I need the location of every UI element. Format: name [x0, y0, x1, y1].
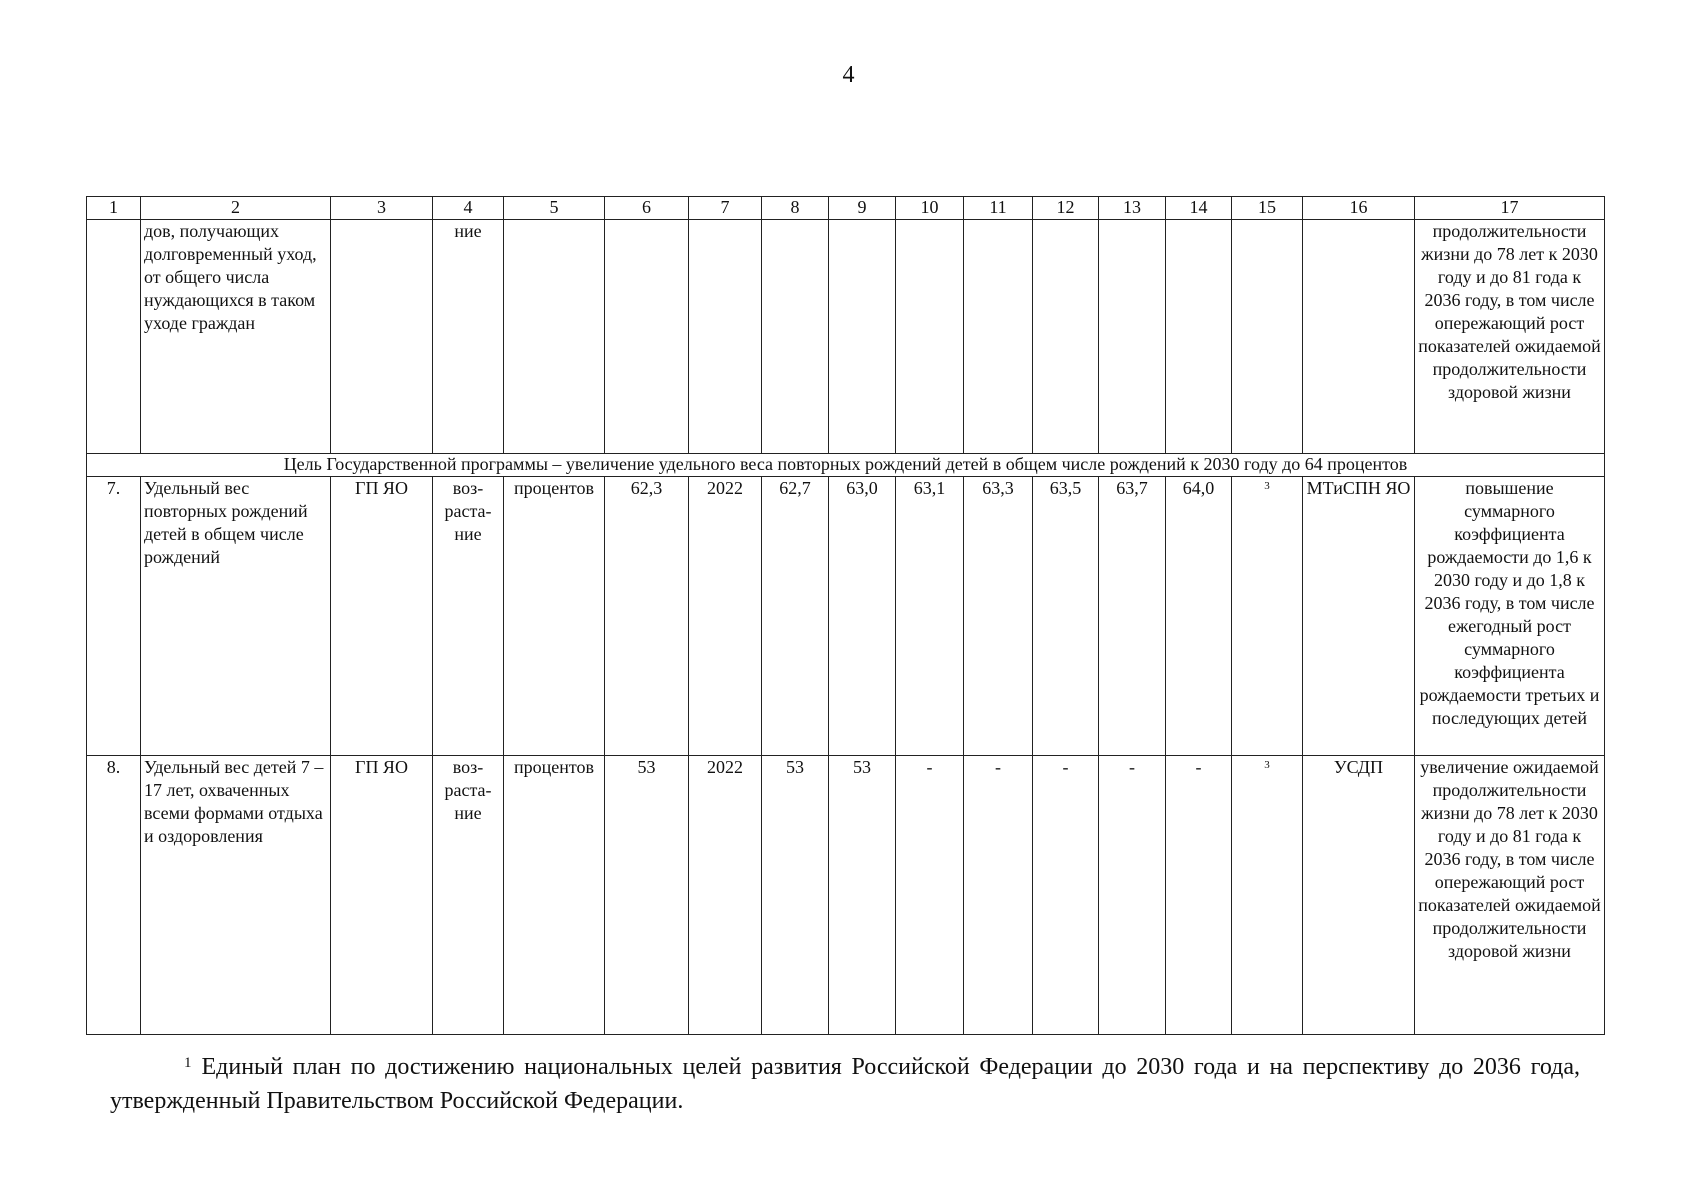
value-cell: 63,0 — [829, 477, 896, 756]
level-cell: ГП ЯО — [331, 756, 433, 1035]
page-number: 4 — [842, 62, 855, 88]
header-cell: 13 — [1099, 197, 1166, 220]
national-goal-link-cell: продолжительности жизни до 78 лет к 2030 году и до 81 года к 2036 году, в том числе опережающий рост показателей ожидаемой продолжительности здоровой жизни — [1415, 220, 1605, 454]
header-cell: 6 — [605, 197, 689, 220]
value-cell: 53 — [829, 756, 896, 1035]
footnote-ref: 3 — [1264, 759, 1270, 771]
header-cell: 3 — [331, 197, 433, 220]
trend-cell: воз- раста- ние — [433, 477, 504, 756]
national-goal-link-cell: повышение суммарного коэффициента рождаемости до 1,6 к 2030 году и до 1,8 к 2036 году, в том числе ежегодный рост суммарного коэффициента рождаемости третьих и последующих детей — [1415, 477, 1605, 756]
row-number-cell: 8. — [87, 756, 141, 1035]
unit-cell: процентов — [504, 477, 605, 756]
header-cell: 8 — [762, 197, 829, 220]
value-cell: 64,0 — [1166, 477, 1232, 756]
trend-cell: воз- раста- ние — [433, 756, 504, 1035]
program-goal-heading: Цель Государственной программы – увеличение удельного веса повторных рождений детей в общем числе рождений к 2030 году до 64 процентов — [87, 454, 1605, 477]
header-cell: 5 — [504, 197, 605, 220]
value-cell: 63,3 — [964, 477, 1033, 756]
base-value-cell: 62,3 — [605, 477, 689, 756]
indicator-name-cell: Удельный вес детей 7 – 17 лет, охваченных всеми формами отдыха и оздоровления — [141, 756, 331, 1035]
value-cell: 63,1 — [896, 477, 964, 756]
footnote-ref: 3 — [1264, 480, 1270, 492]
row-number-cell: 7. — [87, 477, 141, 756]
header-cell: 11 — [964, 197, 1033, 220]
header-cell: 1 — [87, 197, 141, 220]
header-cell: 10 — [896, 197, 964, 220]
value-cell: 53 — [762, 756, 829, 1035]
header-cell: 7 — [689, 197, 762, 220]
value-cell: 63,7 — [1099, 477, 1166, 756]
header-cell: 4 — [433, 197, 504, 220]
national-goal-link-cell: увеличение ожидаемой продолжительности жизни до 78 лет к 2030 году и до 81 года к 2036 году, в том числе опережающий рост показателей ожидаемой продолжительности здоровой жизни — [1415, 756, 1605, 1035]
header-cell: 14 — [1166, 197, 1232, 220]
level-cell: ГП ЯО — [331, 477, 433, 756]
value-cell: - — [1166, 756, 1232, 1035]
indicators-table — [86, 196, 1605, 1035]
value-cell: 62,7 — [762, 477, 829, 756]
responsible-cell: МТиСПН ЯО — [1303, 477, 1415, 756]
header-cell: 2 — [141, 197, 331, 220]
table-row-continuation — [87, 220, 1605, 454]
footnote — [110, 1050, 1580, 1118]
indicator-name-cell: дов, получающих долговременный уход, от общего числа нуждающихся в таком уходе граждан — [141, 220, 331, 454]
header-cell: 17 — [1415, 197, 1605, 220]
value-cell: - — [1099, 756, 1166, 1035]
table-row — [87, 477, 1605, 756]
trend-cell: ние — [433, 220, 504, 454]
base-year-cell: 2022 — [689, 477, 762, 756]
header-cell: 16 — [1303, 197, 1415, 220]
header-row — [87, 197, 1605, 220]
unit-cell: процентов — [504, 756, 605, 1035]
value-cell: - — [964, 756, 1033, 1035]
table-row-goal — [87, 454, 1605, 477]
responsible-cell: УСДП — [1303, 756, 1415, 1035]
header-cell: 9 — [829, 197, 896, 220]
value-cell: 63,5 — [1033, 477, 1099, 756]
header-cell: 15 — [1232, 197, 1303, 220]
document-ref-cell — [1232, 756, 1303, 1035]
base-value-cell: 53 — [605, 756, 689, 1035]
table-row — [87, 756, 1605, 1035]
base-year-cell: 2022 — [689, 756, 762, 1035]
footnote-text: Единый план по достижению национальных целей развития Российской Федерации до 2030 года и на перспективу до 2036 года, утвержденный Правительством Российской Федерации. — [110, 1054, 1580, 1114]
value-cell: - — [896, 756, 964, 1035]
indicator-name-cell: Удельный вес повторных рождений детей в общем числе рождений — [141, 477, 331, 756]
document-ref-cell — [1232, 477, 1303, 756]
footnote-mark: 1 — [184, 1055, 192, 1071]
header-cell: 12 — [1033, 197, 1099, 220]
value-cell: - — [1033, 756, 1099, 1035]
